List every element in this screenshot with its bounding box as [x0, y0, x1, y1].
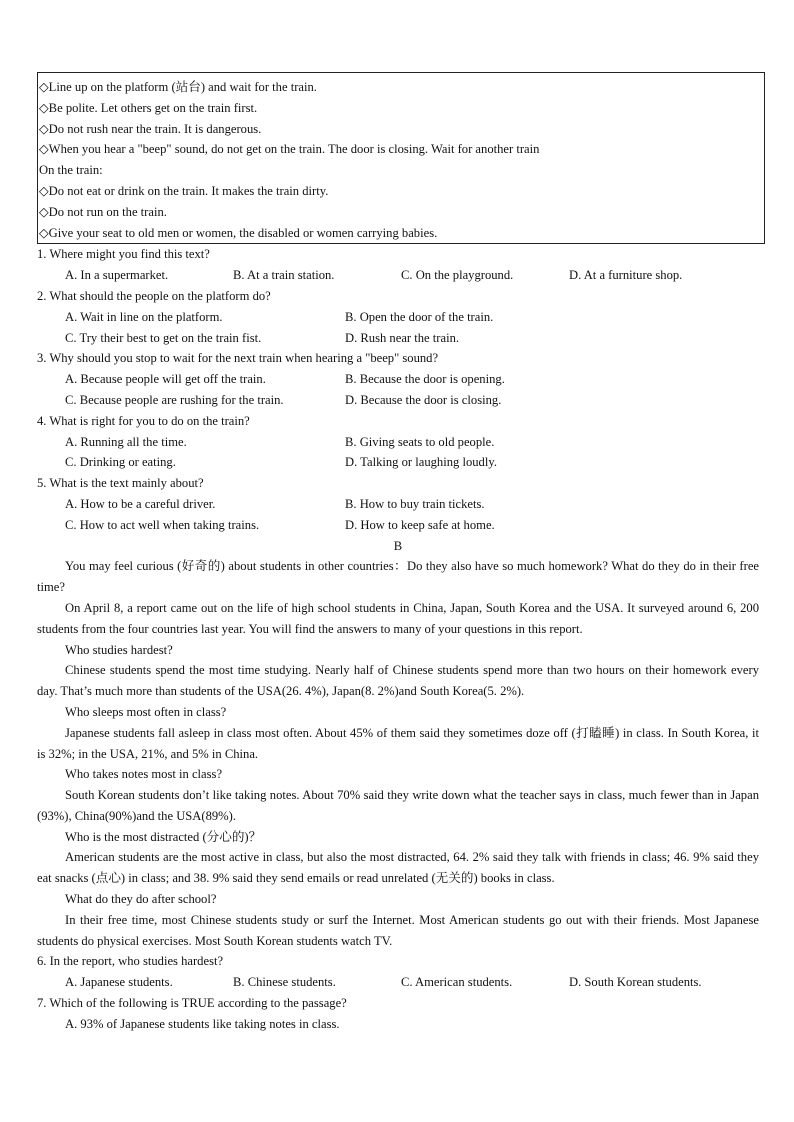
question-4-stem: 4. What is right for you to do on the train? [37, 413, 250, 428]
passage-subheading: What do they do after school? [65, 892, 217, 907]
passage-subheading: Who takes notes most in class? [65, 767, 223, 782]
passage-paragraph: Chinese students spend the most time studying. Nearly half of Chinese students spend more than two hours on their homework every day. That’s much more than students of the USA(26. 4%), Japan(8. 2%)and South Korea(5. 2%). [37, 663, 759, 699]
option-a: A. In a supermarket. [65, 268, 169, 283]
question-5-options-row1 [37, 494, 759, 515]
option-c: C. American students. [401, 975, 513, 990]
option-a: A. How to be a careful driver. [65, 496, 216, 511]
notice-line: ◇When you hear a "beep" sound, do not get on the train. The door is closing. Wait for another train [39, 142, 540, 157]
question-1-options [37, 265, 759, 286]
worksheet-page [37, 72, 759, 1035]
option-d: D. South Korean students. [569, 975, 702, 990]
question-7-options-row1 [37, 1014, 759, 1035]
option-b: B. Chinese students. [233, 975, 336, 990]
option-d: D. Rush near the train. [345, 330, 460, 345]
question-4-options-row1 [37, 432, 759, 453]
option-b: B. Because the door is opening. [345, 372, 505, 387]
question-2-options-row1 [37, 307, 759, 328]
passage-paragraph: In their free time, most Chinese students study or surf the Internet. Most American students go out with their friends. Most Japanese students do physical exercises. Most South Korean students watch TV. [37, 912, 759, 948]
question-6-stem: 6. In the report, who studies hardest? [37, 954, 224, 969]
question-7-stem: 7. Which of the following is TRUE according to the passage? [37, 996, 347, 1011]
question-6-options [37, 972, 759, 993]
option-b: B. At a train station. [233, 268, 335, 283]
option-d: D. Talking or laughing loudly. [345, 455, 497, 470]
question-5-stem: 5. What is the text mainly about? [37, 476, 204, 491]
passage-subheading: Who sleeps most often in class? [65, 704, 227, 719]
passage-paragraph: On April 8, a report came out on the life of high school students in China, Japan, South Korea and the USA. It surveyed around 6, 200 students from the four countries last year. You will find the answers to many of your questions in this report. [37, 600, 759, 636]
question-3-options-row1 [37, 369, 759, 390]
option-b: B. Open the door of the train. [345, 309, 494, 324]
passage-subheading: Who is the most distracted (分心的)？ [65, 829, 262, 844]
option-d: D. How to keep safe at home. [345, 517, 495, 532]
notice-line: ◇Be polite. Let others get on the train first. [39, 100, 258, 115]
question-2-options-row2 [37, 328, 759, 349]
option-c: C. On the playground. [401, 268, 514, 283]
option-b: B. How to buy train tickets. [345, 496, 485, 511]
question-1-stem: 1. Where might you find this text? [37, 247, 210, 262]
option-a: A. 93% of Japanese students like taking notes in class. [65, 1016, 340, 1031]
question-4-options-row2 [37, 452, 759, 473]
notice-line: ◇Do not run on the train. [39, 204, 167, 219]
option-d: D. At a furniture shop. [569, 268, 683, 283]
passage-paragraph: South Korean students don’t like taking notes. About 70% said they write down what the teacher says in class, much fewer than in Japan (93%), China(90%)and the USA(89%). [37, 788, 759, 823]
section-b-label: B [393, 538, 403, 553]
question-2-stem: 2. What should the people on the platform do? [37, 288, 271, 303]
train-rules-notice [37, 72, 765, 244]
passage-paragraph: Japanese students fall asleep in class most often. About 45% of them said they sometimes doze off (打瞌睡) in class. In South Korea, it is 32%; in the USA, 21%, and 5% in China. [37, 725, 759, 761]
option-c: C. Because people are rushing for the train. [65, 392, 284, 407]
passage-subheading: Who studies hardest? [65, 642, 173, 657]
option-c: C. How to act well when taking trains. [65, 517, 260, 532]
question-5-options-row2 [37, 515, 759, 536]
passage-paragraph: American students are the most active in class, but also the most distracted, 64. 2% said they talk with friends in class; 46. 9% said they eat snacks (点心) in class; and 38. 9% said they send emails or read unrelated (无关的) books in class. [37, 850, 759, 886]
question-3-options-row2 [37, 390, 759, 411]
option-a: A. Because people will get off the train. [65, 372, 266, 387]
question-3-stem: 3. Why should you stop to wait for the next train when hearing a "beep" sound? [37, 351, 439, 366]
option-d: D. Because the door is closing. [345, 392, 502, 407]
option-a: A. Running all the time. [65, 434, 187, 449]
option-a: A. Japanese students. [65, 975, 173, 990]
notice-line: ◇Give your seat to old men or women, the disabled or women carrying babies. [39, 225, 438, 240]
option-b: B. Giving seats to old people. [345, 434, 495, 449]
option-c: C. Drinking or eating. [65, 455, 176, 470]
option-a: A. Wait in line on the platform. [65, 309, 223, 324]
notice-line: ◇Line up on the platform (站台) and wait for the train. [39, 80, 317, 94]
notice-subheading: On the train: [39, 163, 103, 178]
option-c: C. Try their best to get on the train fist. [65, 330, 262, 345]
notice-line: ◇Do not eat or drink on the train. It makes the train dirty. [39, 183, 329, 198]
passage-paragraph: You may feel curious (好奇的) about students in other countries：Do they also have so much homework? What do they do in their free time? [37, 559, 759, 595]
notice-line: ◇Do not rush near the train. It is dangerous. [39, 121, 262, 136]
